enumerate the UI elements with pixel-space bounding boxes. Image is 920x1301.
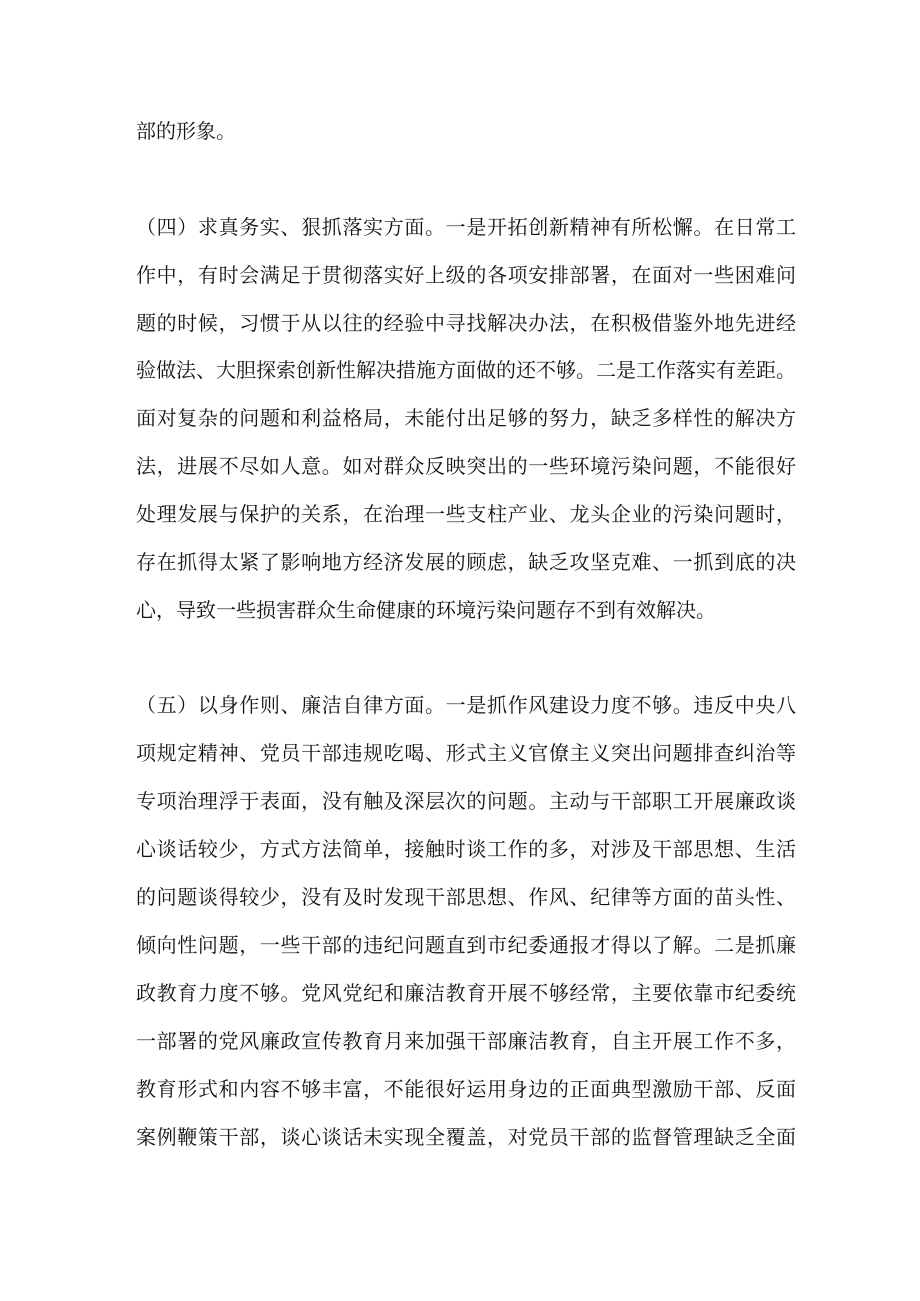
text-line: （五）以身作则、廉洁自律方面。一是抓作风建设力度不够。违反中央八 [136,693,796,717]
text-line: 政教育力度不够。党风党纪和廉洁教育开展不够经常，主要依靠市纪委统 [136,981,796,1005]
text-line: 题的时候，习惯于从以往的经验中寻找解决办法，在积极借鉴外地先进经 [136,311,796,335]
text-line: 处理发展与保护的关系，在治理一些支柱产业、龙头企业的污染问题时， [136,502,796,526]
text-line: 存在抓得太紧了影响地方经济发展的顾虑，缺乏攻坚克难、一抓到底的决 [136,550,796,574]
text-line: 的问题谈得较少，没有及时发现干部思想、作风、纪律等方面的苗头性、 [136,885,796,909]
text-line: 案例鞭策干部，谈心谈话未实现全覆盖，对党员干部的监督管理缺乏全面 [136,1125,796,1149]
text-line: 倾向性问题，一些干部的违纪问题直到市纪委通报才得以了解。二是抓廉 [136,933,796,957]
text-line: 专项治理浮于表面，没有触及深层次的问题。主动与干部职工开展廉政谈 [136,789,796,813]
text-line: 法，进展不尽如人意。如对群众反映突出的一些环境污染问题，不能很好 [136,454,796,478]
text-line: 项规定精神、党员干部违规吃喝、形式主义官僚主义突出问题排查纠治等 [136,741,796,765]
text-line: 教育形式和内容不够丰富，不能很好运用身边的正面典型激励干部、反面 [136,1077,796,1101]
text-line: 心谈话较少，方式方法简单，接触时谈工作的多，对涉及干部思想、生活 [136,837,796,861]
text-line: 面对复杂的问题和利益格局，未能付出足够的努力，缺乏多样性的解决方 [136,406,796,430]
text-line: （四）求真务实、狠抓落实方面。一是开拓创新精神有所松懈。在日常工 [136,215,796,239]
text-line: 部的形象。 [136,119,236,143]
text-line: 作中，有时会满足于贯彻落实好上级的各项安排部署，在面对一些困难问 [136,263,796,287]
text-line: 一部署的党风廉政宣传教育月来加强干部廉洁教育，自主开展工作不多， [136,1029,796,1053]
text-line: 心，导致一些损害群众生命健康的环境污染问题存不到有效解决。 [136,598,716,622]
text-line: 验做法、大胆探索创新性解决措施方面做的还不够。二是工作落实有差距。 [136,358,796,382]
